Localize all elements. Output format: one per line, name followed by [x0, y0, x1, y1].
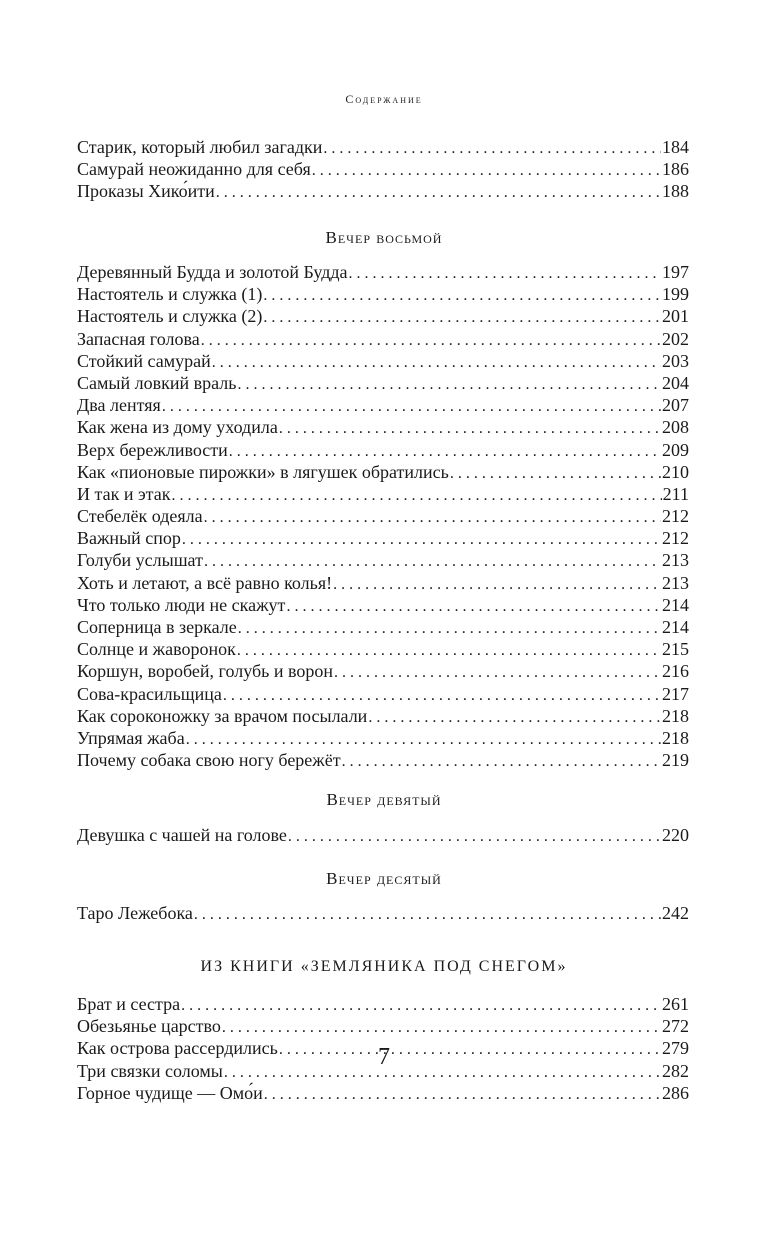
- leader-dots: [172, 485, 662, 507]
- toc-group-3: [77, 824, 689, 846]
- toc-entry: [77, 305, 689, 327]
- leader-dots: [223, 685, 661, 707]
- entry-title: Три связки соломы: [77, 1060, 223, 1081]
- toc-group-2: [77, 261, 689, 771]
- entry-page: 218: [662, 727, 689, 748]
- entry-title: Брат и сестра: [77, 994, 181, 1014]
- leader-dots: [286, 596, 661, 618]
- entry-page: 188: [662, 181, 689, 202]
- entry-title: Хоть и летают, а всё равно колья!: [77, 572, 333, 593]
- entry-page: 279: [662, 1038, 689, 1059]
- toc-entry: [77, 136, 689, 158]
- entry-title: Самый ловкий враль: [77, 372, 237, 393]
- entry-title: Как жена из дому уходила: [77, 417, 278, 438]
- entry-page: 214: [662, 617, 689, 637]
- leader-dots: [312, 160, 661, 182]
- entry-title: Настоятель и служка (2): [77, 306, 263, 327]
- toc-entry: [77, 283, 689, 305]
- entry-title: И так и этак: [77, 483, 171, 504]
- entry-page: 272: [662, 1016, 689, 1037]
- entry-title: Как острова рассердились: [77, 1038, 278, 1059]
- leader-dots: [181, 995, 661, 1017]
- entry-title: Таро Лежебока: [77, 903, 193, 923]
- leader-dots: [182, 529, 661, 551]
- leader-dots: [238, 618, 661, 640]
- entry-page: 202: [662, 328, 689, 349]
- leader-dots: [194, 904, 661, 926]
- entry-title: Верх бережливости: [77, 439, 228, 460]
- leader-dots: [288, 826, 661, 848]
- entry-page: 216: [662, 661, 689, 682]
- section-heading-evening-8: Вечер восьмой: [325, 228, 443, 247]
- entry-page: 208: [662, 417, 689, 438]
- toc-entry: [77, 902, 689, 924]
- entry-page: 220: [662, 825, 689, 845]
- leader-dots: [323, 138, 661, 160]
- entry-page: 242: [662, 903, 689, 923]
- toc-entry: [77, 616, 689, 638]
- entry-page: 215: [662, 639, 689, 660]
- leader-dots: [334, 662, 661, 684]
- entry-page: 214: [662, 594, 689, 615]
- section-heading-evening-10: Вечер десятый: [326, 869, 442, 888]
- entry-title: Голуби услышат: [77, 550, 203, 571]
- entry-page: 211: [662, 483, 689, 504]
- leader-dots: [263, 285, 661, 307]
- leader-dots: [216, 182, 661, 204]
- entry-title: Деревянный Будда и золотой Будда: [77, 262, 348, 282]
- entry-title: Как сороконожку за врачом посылали: [77, 705, 368, 726]
- toc-entry: [77, 180, 689, 202]
- entry-title: Упрямая жаба: [77, 727, 185, 748]
- toc-entry: [77, 461, 689, 483]
- leader-dots: [349, 263, 661, 285]
- leader-dots: [279, 418, 661, 440]
- leader-dots: [368, 707, 661, 729]
- leader-dots: [204, 551, 661, 573]
- toc-entry: [77, 350, 689, 372]
- toc-entry: [77, 549, 689, 571]
- entry-page: 197: [662, 262, 689, 282]
- entry-page: 203: [662, 350, 689, 371]
- leader-dots: [237, 640, 661, 662]
- entry-title: Девушка с чашей на голове: [77, 825, 287, 845]
- entry-title: Самурай неожиданно для себя: [77, 159, 311, 180]
- toc-entry: [77, 261, 689, 283]
- entry-page: 286: [662, 1082, 689, 1103]
- entry-page: 261: [662, 994, 689, 1014]
- leader-dots: [450, 463, 661, 485]
- entry-page: 219: [662, 750, 689, 771]
- entry-page: 282: [662, 1060, 689, 1081]
- entry-title: Сова-красильщица: [77, 683, 222, 704]
- entry-title: Что только люди не скажут: [77, 594, 286, 615]
- toc-entry: [77, 594, 689, 616]
- toc-entry: [77, 749, 689, 771]
- entry-title: Стойкий самурай: [77, 350, 211, 371]
- entry-title: Важный спор: [77, 528, 181, 549]
- toc-entry: [77, 824, 689, 846]
- section-heading-evening-9: Вечер девятый: [326, 790, 442, 809]
- toc-entry: [77, 527, 689, 549]
- entry-title: Запасная голова: [77, 328, 200, 349]
- leader-dots: [237, 374, 661, 396]
- leader-dots: [229, 441, 661, 463]
- toc-entry: [77, 638, 689, 660]
- entry-page: 212: [662, 528, 689, 549]
- entry-page: 199: [662, 284, 689, 305]
- leader-dots: [342, 751, 661, 773]
- entry-page: 184: [662, 137, 689, 157]
- leader-dots: [204, 507, 661, 529]
- leader-dots: [222, 1017, 661, 1039]
- entry-page: 218: [662, 705, 689, 726]
- entry-page: 201: [662, 306, 689, 327]
- leader-dots: [333, 574, 661, 596]
- toc-entry: [77, 483, 689, 505]
- toc-group-1: [77, 136, 689, 203]
- toc-entry: [77, 372, 689, 394]
- toc-entry: [77, 683, 689, 705]
- entry-title: Обезьянье царство: [77, 1016, 221, 1037]
- entry-page: 213: [662, 572, 689, 593]
- entry-title: Два лентяя: [77, 395, 161, 416]
- book-section-heading: ИЗ КНИГИ «ЗЕМЛЯНИКА ПОД СНЕГОМ»: [200, 958, 568, 975]
- entry-title: Коршун, воробей, голубь и ворон: [77, 661, 333, 682]
- entry-page: 213: [662, 550, 689, 571]
- toc-entry: [77, 1015, 689, 1037]
- leader-dots: [201, 330, 661, 352]
- entry-title: Почему собака свою ногу бережёт: [77, 750, 341, 771]
- entry-title: Проказы Хико́ити: [77, 181, 215, 202]
- leader-dots: [186, 729, 661, 751]
- entry-title: Горное чудище — Омо́и: [77, 1082, 263, 1103]
- toc-entry: [77, 328, 689, 350]
- entry-page: 186: [662, 159, 689, 180]
- entry-page: 210: [662, 461, 689, 482]
- toc-entry: [77, 572, 689, 594]
- entry-title: Как «пионовые пирожки» в лягушек обратились: [77, 461, 449, 482]
- toc-group-4: [77, 902, 689, 924]
- entry-page: 209: [662, 439, 689, 460]
- entry-page: 207: [662, 395, 689, 416]
- entry-title: Соперница в зеркале: [77, 617, 237, 637]
- toc-entry: [77, 439, 689, 461]
- toc-entry: [77, 158, 689, 180]
- toc-entry: [77, 1082, 689, 1104]
- entry-title: Настоятель и служка (1): [77, 284, 263, 305]
- leader-dots: [212, 352, 661, 374]
- entry-title: Стебелёк одеяла: [77, 506, 203, 527]
- leader-dots: [263, 307, 661, 329]
- toc-entry: [77, 416, 689, 438]
- running-head: Содержание: [345, 92, 423, 106]
- toc-entry: [77, 705, 689, 727]
- toc-entry: [77, 727, 689, 749]
- entry-title: Старик, который любил загадки: [77, 137, 323, 157]
- entry-page: 204: [662, 372, 689, 393]
- entry-page: 217: [662, 683, 689, 704]
- leader-dots: [162, 396, 661, 418]
- toc-entry: [77, 394, 689, 416]
- leader-dots: [264, 1084, 661, 1106]
- entry-title: Солнце и жаворонок: [77, 639, 236, 660]
- page-number: 7: [378, 1044, 390, 1070]
- entry-page: 212: [662, 506, 689, 527]
- toc-entry: [77, 993, 689, 1015]
- toc-entry: [77, 660, 689, 682]
- toc-entry: [77, 505, 689, 527]
